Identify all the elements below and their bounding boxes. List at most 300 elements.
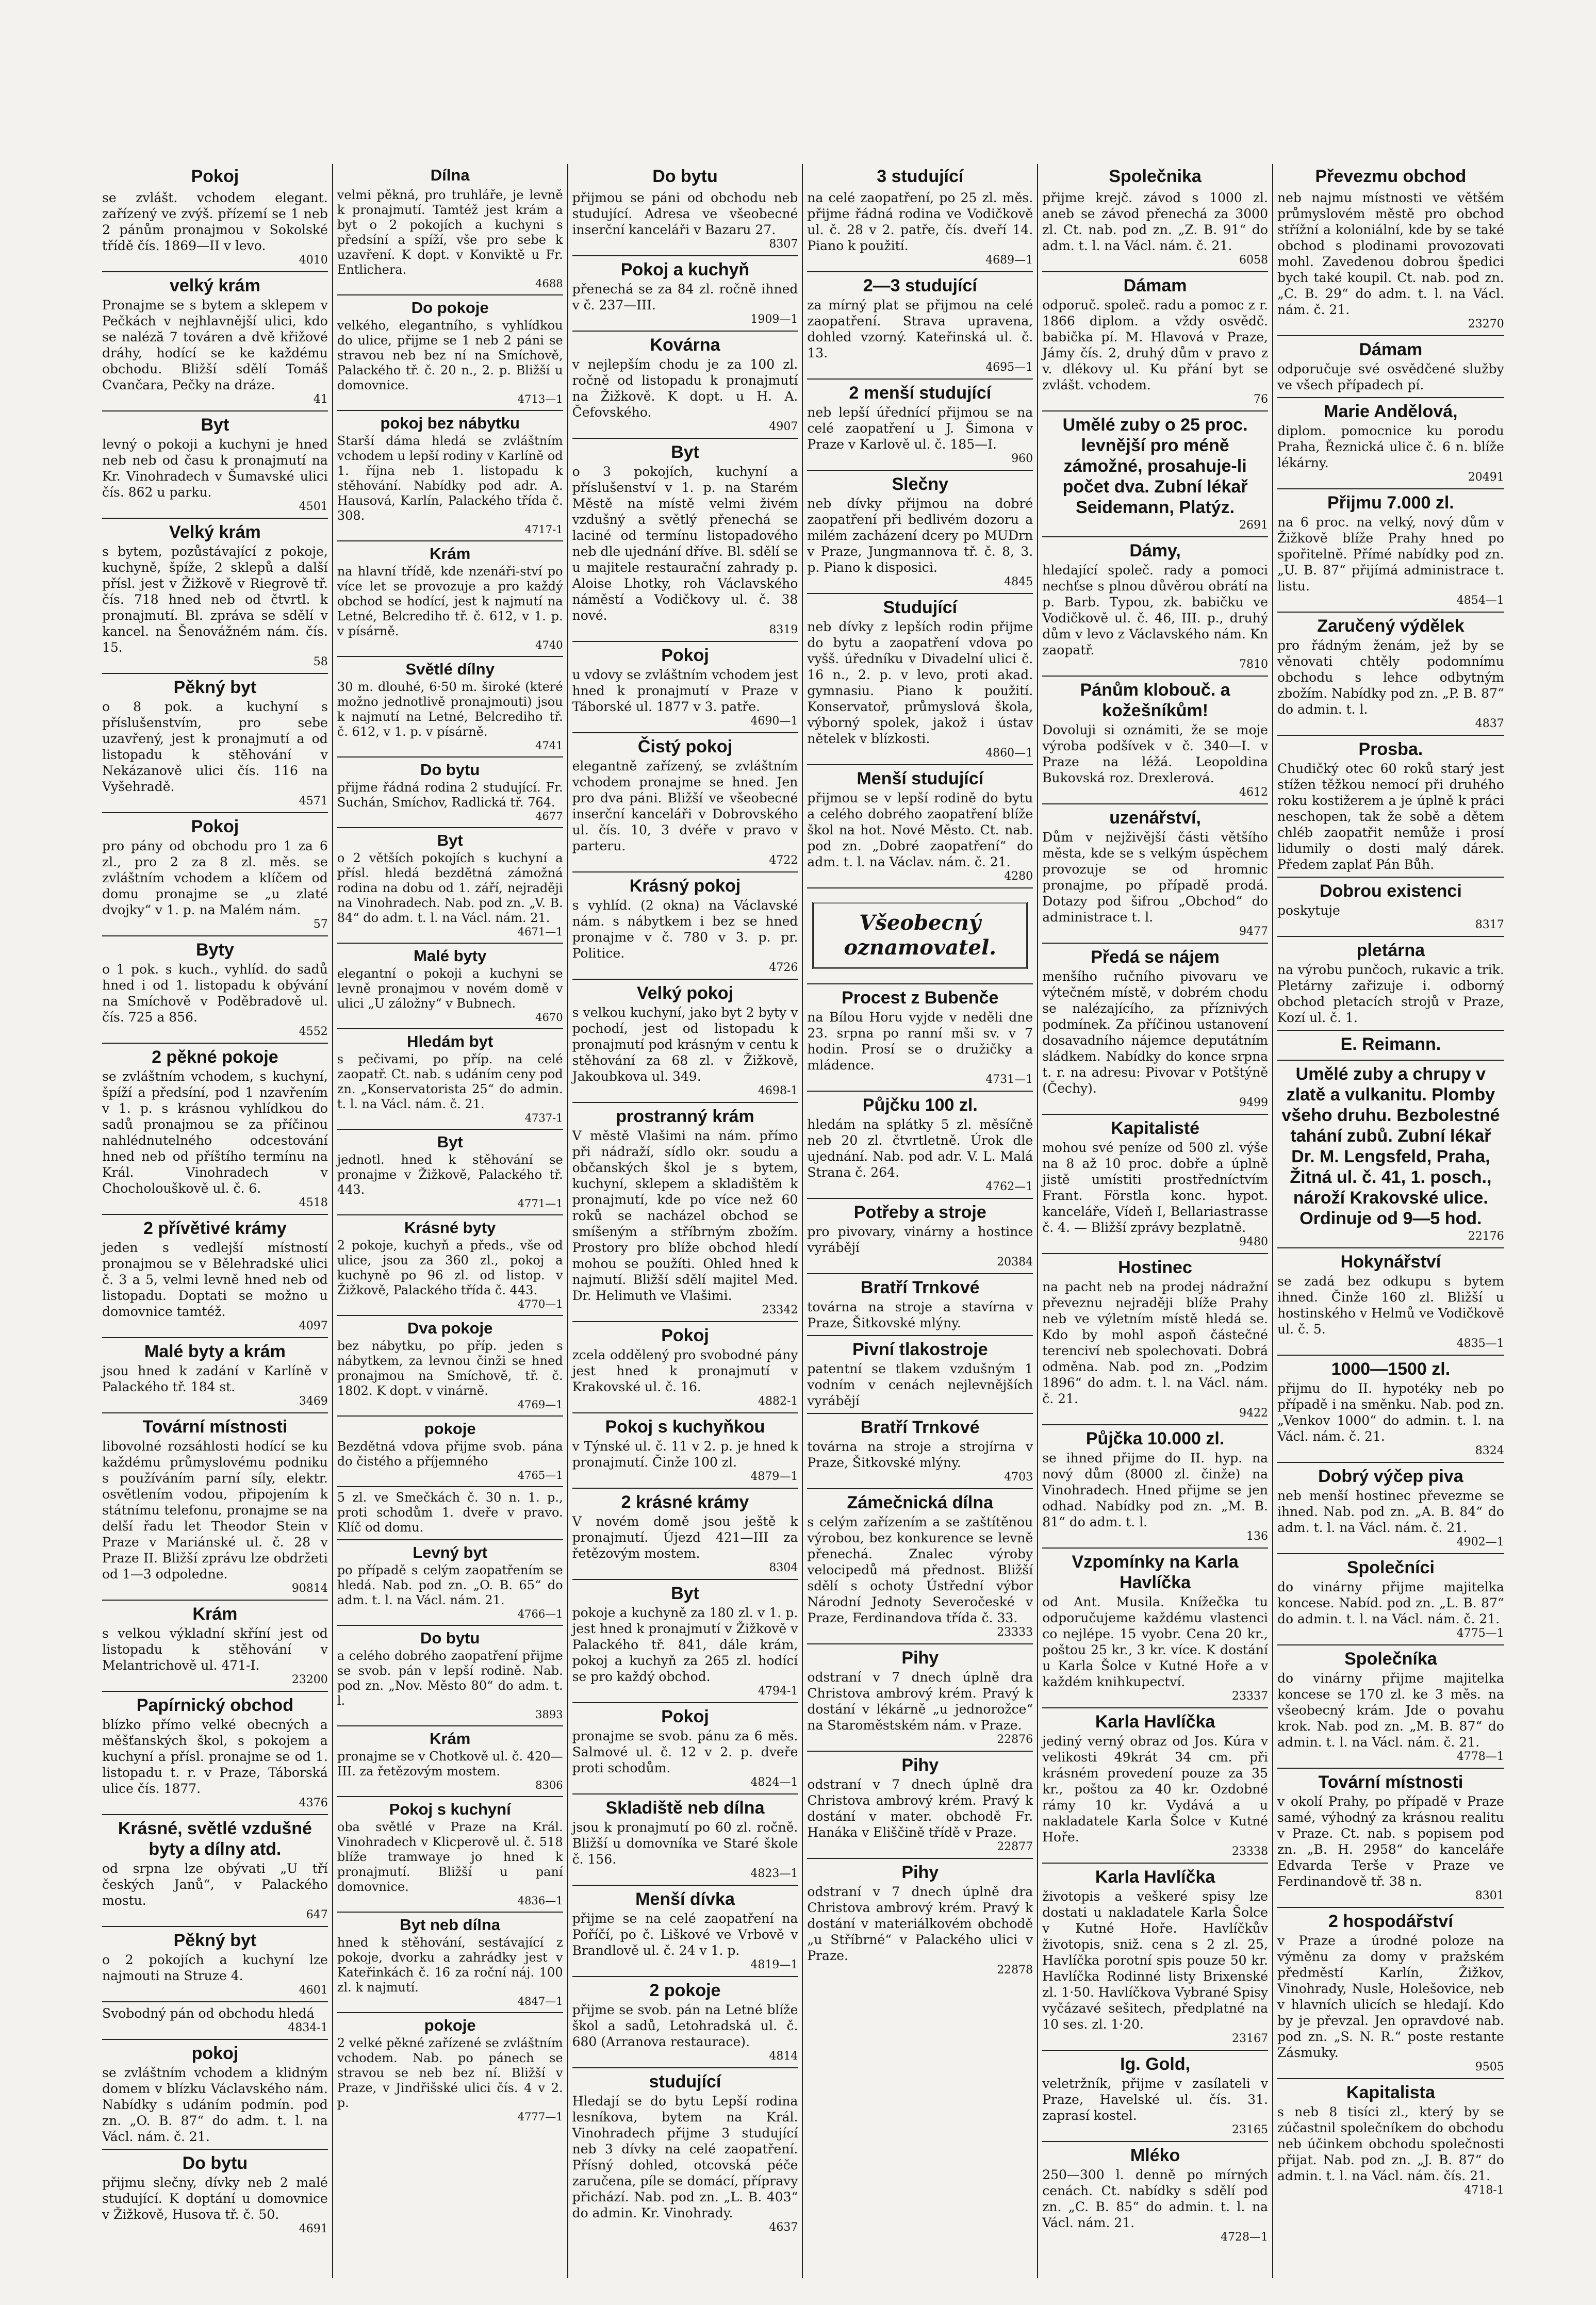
ad-body: Hledají se do bytu Lepší rodina lesníkova, bytem na Král. Vinohradech přijme 3 studující neb 3 dívky na celé zaopatření. Přísný dohled, otcovská péče zaručena, píle se domácí, přípravy přichází. Nab. pod zn. „L. B. 403“ do admin. Kr. Vinohrady. [572, 2094, 798, 2220]
ad-title: Krám [430, 545, 471, 563]
ad-title: Čistý pokoj [637, 737, 733, 756]
column-heading: Společnika [1109, 167, 1202, 186]
classified-ad [807, 471, 1033, 594]
classified-ad [1277, 336, 1504, 398]
classified-ad [1042, 1864, 1268, 2051]
ad-body: jediný verný obraz od Jos. Kúra v velikosti 49krát 34 cm. při krásném provedení pouze za 35 kr., poštou za 40 kr. Ozdobné rámy 10 kr. Vydává a u nakladatele Karla Šolce v Kutné Hoře. [1042, 1734, 1268, 1845]
ad-body: s velkou kuchyní, jako byt 2 byty v pochodí, jest od listopadu k pronajmutí pod krásným v centu k stěhování za 68 zl. v Žižkově, Jakoubkova ul. 349. [572, 1005, 798, 1084]
classified-ad [807, 1414, 1033, 1489]
column-3 [568, 164, 803, 2278]
classified-ad [1042, 1254, 1268, 1425]
ad-title: Do bytu [420, 1629, 480, 1647]
ad-title: Pokoj [661, 646, 709, 665]
classified-ad [1042, 1115, 1268, 1254]
classified-ad [1277, 1554, 1504, 1645]
ad-number: 4737-1 [524, 1112, 563, 1124]
ad-number: 4637 [769, 2221, 798, 2234]
classified-ad [337, 2013, 563, 2128]
ad-body: neb menší hostinec převezme se ihned. Nab. pod zn. „A. B. 84“ do adm. t. l. na Václ. nám. č. 21. [1277, 1488, 1504, 1535]
ad-number: 90814 [291, 1582, 328, 1595]
ad-number: 7810 [1239, 658, 1268, 671]
ad-number: 4769—1 [517, 1398, 563, 1411]
ad-body: pro pány od obchodu pro 1 za 6 zl., pro 2 za 8 zl. měs. se zvláštním vchodem a klíčem od domu pronajme se „u zlaté dvojky“ v 1. p. na Malém nám. [102, 838, 328, 917]
ad-number: 4501 [299, 500, 328, 513]
ad-body: odporučuje své osvědčené služby ve všech případech pí. [1277, 361, 1504, 392]
ad-title: Dobrou existenci [1319, 881, 1462, 901]
classified-ad [102, 187, 328, 272]
ad-body: se zadá bez odkupu s bytem ihned. Činže 160 zl. Bližší u hostinského v Helmů ve Vodičkově ul. č. 5. [1277, 1274, 1504, 1337]
ad-number: 23342 [762, 1304, 798, 1316]
classified-ad [1042, 537, 1268, 677]
ad-body: mohou své peníze od 500 zl. výše na 8 až 10 proc. dobře a úplně jistě umístiti prostředníctvím Frant. Förstla konc. hypot. kanceláře, Vídeň I, Bellariastrasse č. 4. — Bližší zprávy bezplatně. [1042, 1140, 1268, 1235]
ad-number: 4689—1 [985, 254, 1033, 267]
ad-body: Dům v nejživější části většího města, kde se s velkým úspěchem provozuje se od hromnic pronajme, po případě prodá. Dotazy pod šifrou „Obchod“ do administrace t. l. [1042, 830, 1268, 925]
ad-title: Pivní tlakostroje [852, 1340, 988, 1359]
ad-body: o 2 pokojích a kuchyní lze najmouti na Struze 4. [102, 1952, 328, 1983]
ad-body: blízko přímo velké obecných a měšťanských škol, s pokojem a kuchyní a přísl. pronajme se od 1. listopadu t. r. v Praze, Táborská ulice čís. 1877. [102, 1717, 328, 1796]
ad-number: 4836—1 [517, 1895, 563, 1907]
ad-title: Dobrý výčep piva [1318, 1467, 1463, 1486]
classified-ad [572, 2068, 798, 2238]
section-banner: Všeobecný oznamovatel. [812, 902, 1028, 969]
classified-ad [807, 984, 1033, 1092]
classified-ad [572, 1322, 798, 1413]
classified-ad [1277, 398, 1504, 489]
ad-body: neb najmu místnosti ve většém průmyslovém městě pro obchod střížní a koloniální, kde by se také obchod s plodinami provozovati mohl. Zavedenou dobrou špedici bych také koupil. Ct. nab. pod zn. „C. B. 29“ do adm. t. l. na Václ. nám. č. 21. [1277, 190, 1504, 317]
ad-number: 4671—1 [517, 926, 563, 938]
classified-ad [337, 185, 563, 295]
ad-body: diplom. pomocnice ku porodu Praha, Řeznická ulice č. 6 n. blíže lékárny. [1277, 423, 1504, 470]
ad-number: 8301 [1475, 1889, 1504, 1902]
ad-number: 4740 [535, 639, 563, 651]
ad-title: Dámy, [1129, 541, 1181, 561]
classified-ad [337, 1913, 563, 2013]
ad-body: zcela oddělený pro svobodné pány jest hned k pronajmutí v Krakovské ul. č. 16. [572, 1347, 798, 1394]
ad-title: Byt [437, 831, 463, 849]
ad-body: továrna na stroje a stavírna v Praze, Šitkovské mlýny. [807, 1299, 1033, 1330]
ad-body: s bytem, pozůstávající z pokoje, kuchyně, špíže, 2 sklepů a další přísl. jest v Žižkově v Riegrově tř. čís. 718 hned neb od čtvrtl. k pronajmutí. Bl. zpráva se sdělí v kancel. na Šenovážném nám. čís. 15. [102, 544, 328, 655]
ad-body: 5 zl. ve Smečkách č. 30 n. 1. p., proti schodům 1. dveře v pravo. Klíč od domu. [337, 1490, 563, 1535]
ad-body: přenechá se za 84 zl. ročně ihned v č. 237—III. [572, 282, 798, 312]
classified-ad [572, 1103, 798, 1322]
ad-title: Předá se nájem [1091, 947, 1220, 967]
classified-ad [102, 519, 328, 674]
ad-body: elegantní o pokoji a kuchyni se levně pronajmou v novém domě v ulici „U záložny“ v Bubnech. [337, 966, 563, 1011]
ad-number: 76 [1253, 393, 1268, 406]
classified-ad [102, 1815, 328, 1927]
ad-number: 3893 [535, 1708, 563, 1721]
ad-title: Pokoj [191, 817, 239, 836]
ad-title: 2 pokoje [649, 1981, 721, 2000]
ad-number: 4762—1 [985, 1180, 1033, 1193]
ad-body: neb lepší úřednící přijmou se na celé zaopatření u J. Šimona v Praze v Karlově ul. č. 185—I. [807, 405, 1033, 452]
classified-ad [1277, 1645, 1504, 1769]
ad-title: pokoj [191, 2044, 239, 2063]
classified-ad [102, 411, 328, 519]
ad-number: 4670 [535, 1011, 563, 1024]
ad-title: Bratří Trnkové [861, 1418, 980, 1437]
classified-ad [337, 1540, 563, 1626]
ads-list [572, 187, 798, 2238]
ad-number: 4688 [535, 277, 563, 290]
ad-number: 8317 [1475, 918, 1504, 931]
ad-body: na 6 proc. na velký, nový dům v Žižkově blíže Prahy hned po spořitelně. Přímé nabídky pod zn. „U. B. 87“ přijímá administrace t. listu. [1277, 515, 1504, 594]
ad-body: do vinárny přijme majitelka koncese se 170 zl. ke 3 měs. na všeobecný krám. Jde o povahu krok. Nab. pod zn. „M. B. 87“ do admin. t. l. na Václ. nám. č. 21. [1277, 1671, 1504, 1750]
column-heading: Do bytu [652, 167, 718, 186]
classified-ad [572, 1489, 798, 1580]
ad-body: na Bílou Horu vyjde v neděli dne 23. srpna po ranní mši sv. v 7 hodin. Prosí se o družičky a mládence. [807, 1010, 1033, 1073]
ad-body: pro řádným ženám, jež by se věnovati chtěly podomnímu obchodu s lehce odbytným zbožím. Nabídky pod zn. „P. B. 87“ do admin. t. l. [1277, 638, 1504, 717]
ad-number: 4823—1 [750, 1867, 798, 1880]
ad-body: v Týnské ul. č. 11 v 2. p. je hned k pronajmutí. Činže 100 zl. [572, 1439, 798, 1470]
ad-number: 4835—1 [1456, 1337, 1504, 1350]
columns-container [98, 164, 1508, 2278]
ad-number: 4571 [299, 795, 328, 808]
ad-body: odstraní v 7 dnech úplně dra Christova ambrový krém. Pravý k dostání v materiálkovém obchodě „u Stříbrné“ v Palackého ulici v Praze. [807, 1884, 1033, 1963]
ad-body: s velkou výkladní skříní jest od listopadu k stěhování v Melantrichově ul. 471-I. [102, 1626, 328, 1673]
ad-title: Mléko [1130, 2146, 1180, 2165]
ad-body: do vinárny přijme majitelka koncese. Nabíd. pod zn. „L. B. 87“ do admin. t. l. na Václ. nám. č. 21. [1277, 1579, 1504, 1626]
ad-title: Byt [671, 442, 699, 462]
classified-ad [337, 1797, 563, 1913]
ad-title: Zaručený výdělek [1317, 616, 1465, 636]
classified-ad [337, 944, 563, 1029]
ad-number: 23337 [1231, 1690, 1268, 1703]
ad-number: 4847—1 [517, 1995, 563, 2007]
classified-ad [102, 1692, 328, 1815]
column-5 [1038, 164, 1273, 2278]
ad-title: Karla Havlíčka [1095, 1867, 1215, 1887]
classified-ad [102, 2040, 328, 2150]
ad-title: Velký krám [169, 522, 261, 542]
ad-title: pletárna [1356, 941, 1425, 960]
classified-ad [572, 256, 798, 332]
ad-number: 4731—1 [985, 1073, 1033, 1086]
ad-number: 4765—1 [517, 1469, 563, 1481]
ad-title: Dva pokoje [407, 1319, 493, 1337]
classified-ad [337, 1130, 563, 1215]
classified-ad [1277, 1031, 1504, 1061]
ad-title: Přijmu 7.000 zl. [1327, 493, 1454, 513]
classified-ad [1042, 2142, 1268, 2248]
ad-body: V městě Vlašimi na nám. přímo při nádraží, sídlo okr. soudu a občanských škol je s bytem, kuchyní, sklepem a skladištěm k pronajmutí, kde po více než 60 roků se nacházel obchod se smíšeným a stříbrným zbožím. Prostory pro blíže obchod hledí mohou se použíti. Ohled hned k najmutí. Bližší sdělí majitel Med. Dr. Helimuth ve Vlašimi. [572, 1128, 798, 1303]
ad-title: Byt [201, 415, 229, 435]
ad-body: přijmu do II. hypotéky neb po případě i na směnku. Nab. pod zn. „Venkov 1000“ do admin. t. l. na Václ. nám. č. 21. [1277, 1381, 1504, 1444]
ad-title: Byt [437, 1133, 463, 1151]
ad-number: 4690—1 [750, 715, 798, 728]
ad-body: jeden s vedlejší místností pronajmou se v Bělehradské ulici č. 3 a 5, velmi levně hned neb od listopadu. Doptati se možno u domovnice tamtéž. [102, 1240, 328, 1319]
ad-number: 4097 [299, 1320, 328, 1332]
classified-ad [102, 2002, 328, 2040]
ad-body: patentní se tlakem vzdušným 1 vodním v cenách nejlevnějších vyrábějí [807, 1361, 1033, 1408]
ad-number: 9480 [1239, 1236, 1268, 1248]
column-heading: 3 studující [877, 167, 964, 186]
classified-ad [1277, 937, 1504, 1031]
ad-body: u vdovy se zvláštním vchodem jest hned k pronajmutí v Praze v Táborské ul. 1877 v 3. patře. [572, 667, 798, 714]
ad-body: s pečivami, po příp. na celé zaopatř. Ct. nab. s udáním ceny pod zn. „Konservatorista 25“ do admin. t. l. na Václ. nám. č. 21. [337, 1052, 563, 1111]
ad-body: v Praze a úrodné poloze na výměnu za domy v pražském předměstí Karlín, Žižkov, Vinohrady, Nusle, Holešovice, neb v hlavních ulicích se hledají. Kdo by je převzal. Jen opravdové nab. pod zn. „S. N. R.“ poste restante Zásmuky. [1277, 1933, 1504, 2060]
classified-ad [572, 1977, 798, 2068]
ad-body: V novém domě jsou ještě k pronajmutí. Újezd 421—III za řetězovým mostem. [572, 1514, 798, 1561]
ad-title: Pihy [901, 1755, 939, 1775]
ad-body: neb dívky z lepších rodin přijme do bytu a zaopatření vdova po vyšš. úředníku v Divadelní ulici č. 16 n., 2. p. v levo, proti akad. gymnasiu. Piano k použití. Konservatoř, průmyslová škola, výborný spolek, jakož i ústav nětelek v blízkosti. [807, 619, 1033, 746]
ad-title: uzenářství, [1109, 808, 1201, 828]
ad-title: Tovární místnosti [142, 1417, 288, 1437]
ad-body: menšího ručního pivovaru ve výtečném místě, v dobrém chodu se nalézajícího, za příznivých podmínek. Za příčinou ustanovení dosavadního nájemce deputátním sládkem. Nabídky do konce srpna t. r. na adresu: Pivovar v Potštýně (Čechy). [1042, 969, 1268, 1096]
ad-title: Pihy [901, 1863, 939, 1882]
ad-body: přijme řádná rodina 2 studující. Fr. Suchán, Smíchov, Radlická tř. 764. [337, 780, 563, 810]
classified-ad [807, 1092, 1033, 1199]
ad-body: jsou hned k zadání v Karlíně v Palackého tř. 184 st. [102, 1363, 328, 1394]
classified-ad [1042, 1708, 1268, 1864]
ad-title: Velký pokoj [636, 983, 734, 1003]
classified-ad [807, 1336, 1033, 1414]
column-4 [803, 164, 1038, 2278]
ad-title: Menší dívka [635, 1889, 735, 1909]
classified-ad [807, 1859, 1033, 1981]
ad-title: pokoje [424, 1420, 476, 1438]
ad-title: 2 přívětivé krámy [143, 1219, 287, 1238]
classified-ad [807, 272, 1033, 380]
classified-ad [807, 187, 1033, 272]
ad-title: Krám [430, 1730, 471, 1748]
classified-ad [572, 1886, 798, 1977]
ad-title: Společníka [1344, 1649, 1437, 1669]
ad-title: 2—3 studující [863, 276, 977, 295]
classified-ad [337, 1417, 563, 1487]
ad-body: odstraní v 7 dnech úplně dra Christova ambrový krém. Pravý k dostání v mater. obchodě Fr. Hanáka v Eliščině třídě v Praze. [807, 1777, 1033, 1840]
classified-ad [1042, 2051, 1268, 2142]
ad-number: 4728—1 [1220, 2231, 1268, 2244]
ad-number: 4771—1 [517, 1197, 563, 1210]
ad-body: o 1 pok. s kuch., vyhlíd. do sadů hned i od 1. listopadu k obývání na Smíchově v Poděbradově ul. čís. 725 a 856. [102, 962, 328, 1025]
ad-body: od srpna lze obývati „U tří českých Janů“, v Palackého mostu. [102, 1861, 328, 1908]
ad-title: 2 hospodářství [1328, 1912, 1453, 1931]
ad-title: Potřeby a stroje [853, 1203, 986, 1222]
ad-title: Bratří Trnkové [861, 1278, 980, 1297]
classified-ad [572, 1703, 798, 1794]
ad-number: 20384 [997, 1256, 1033, 1269]
ad-title: Tovární místnosti [1318, 1772, 1463, 1792]
ad-title: Dámam [1123, 276, 1187, 295]
classified-ad [1277, 1769, 1504, 1908]
ad-title: Ig. Gold, [1120, 2054, 1191, 2074]
ad-number: 58 [313, 655, 328, 668]
classified-ad [1042, 1549, 1268, 1708]
ad-body: po případě s celým zaopatřením se hledá. Nab. pod zn. „O. B. 65“ do adm. t. l. na Václ. nám. 21. [337, 1563, 563, 1607]
ad-title: Karla Havlíčka [1095, 1712, 1215, 1732]
ad-body: továrna na stroje a strojírna v Praze, Šitkovské mlýny. [807, 1439, 1033, 1470]
classified-ad [1277, 1356, 1504, 1463]
ad-body: Chudičký otec 60 roků starý jest stížen těžkou nemocí při druhého roku kostižerem a je úplně k práci neschopen, tak že sobě a dětem chléb zaopatřit nemůže i prosí lidumily o dosti malý dárek. Předem zaplať Pán Bůh. [1277, 761, 1504, 872]
ad-body: přijmou se v lepší rodině do bytu a celého dobrého zaopatření blíže škol na hot. Nové Město. Ct. nab. pod zn. „Dobré zaopatření“ do adm. t. l. na Václav. nám. č. 21. [807, 791, 1033, 869]
classified-ad [102, 1927, 328, 2002]
ad-number: 9477 [1239, 925, 1268, 938]
ad-body: s vyhlíd. (2 okna) na Václavské nám. s nábytkem i bez se hned pronajme v č. 780 v 3. p. pr. Politice. [572, 898, 798, 961]
ad-number: 20491 [1468, 471, 1504, 484]
ad-title: Půjčka 10.000 zl. [1085, 1429, 1225, 1448]
ad-title: Umělé zuby a chrupy v zlatě a vulkanitu. Plomby všeho druhu. Bezbolestné tahání zubů. Zubní lékař Dr. M. Lengsfeld, Praha, Žitná ul. č. 41, 1. posch., nároží Krakovské ulice. Ordinuje od 9—5 hod. [1281, 1064, 1500, 1228]
ad-number: 23270 [1468, 318, 1504, 331]
ad-number: 22878 [997, 1964, 1033, 1977]
ad-body: jsou k pronajmutí po 60 zl. ročně. Bližší u domovníka ve Staré škole č. 156. [572, 1820, 798, 1867]
ad-number: 4766—1 [517, 1608, 563, 1620]
ad-number: 4703 [1004, 1471, 1033, 1484]
ad-body: se ihned přijme do II. hyp. na nový dům (8000 zl. činže) na Vinohradech. Hned přijme se jen odhad. Nabídky pod zn. „M. B. 81“ do adm. t. l. [1042, 1451, 1268, 1529]
ad-title: Hokynářství [1340, 1252, 1441, 1272]
classified-ad [807, 380, 1033, 471]
ad-body: pronajme se v Chotkově ul. č. 420—III. za řetězovým mostem. [337, 1749, 563, 1779]
classified-ad [807, 888, 1033, 984]
ad-body: pro pivovary, vinárny a hostince vyrábějí [807, 1224, 1033, 1255]
ad-number: 23338 [1231, 1845, 1268, 1858]
ad-title: Slečny [892, 474, 949, 494]
classified-ad [102, 2150, 328, 2240]
ad-title: 2 pěkné pokoje [152, 1047, 278, 1067]
ad-body: se zvláštním vchodem, s kuchyní, špíží a předsíní, pod 1 nzavřením v 1. p. s krásnou vyhlídkou do sadů pronajmou se za příčinou nahlédnutelného odcestování hned neb od příštího termínu na Král. Vinohradech v Chocholouškově ul. č. 6. [102, 1069, 328, 1196]
classified-ad [337, 295, 563, 411]
ad-number: 23200 [291, 1673, 328, 1686]
ad-number: 6058 [1239, 254, 1268, 267]
classified-ad [102, 1044, 328, 1215]
ad-title: Byty [196, 940, 234, 960]
classified-ad [102, 813, 328, 936]
ad-body: se zvláštním vchodem a klidným domem v blízku Václavského nám. Nabídky s udáním podmín. pod zn. „O. B. 87“ do adm. t. l. na Václ. nám. č. 21. [102, 2065, 328, 2144]
ad-body: pokoje a kuchyně za 180 zl. v 1. p. jest hned k pronajmutí v Žižkově v Palackého tř. 841, dále krám, pokoj a kuchyň za 265 zl. hodící se pro každý obchod. [572, 1605, 798, 1684]
ad-title: Kapitalista [1346, 2083, 1435, 2102]
ad-body: odstraní v 7 dnech úplně dra Christova ambrový krém. Pravý k dostání v lékárně „u jednorožce“ na Staroměstském nám. v Praze. [807, 1670, 1033, 1733]
ad-body: elegantně zařízený, se zvláštním vchodem pronajme se hned. Jen pro dva páni. Bližší ve všeobecné inserční kanceláři v Dobrovského ul. čís. 10, 3 dvéře v pravo v parteru. [572, 759, 798, 853]
classified-ad [337, 1487, 563, 1540]
ad-number: 4695—1 [985, 361, 1033, 374]
ad-number: 22877 [997, 1840, 1033, 1853]
classified-ad [337, 758, 563, 828]
ad-title: Menší studující [857, 769, 984, 788]
ad-number: 22876 [997, 1733, 1033, 1746]
ad-title: Krásné byty [404, 1219, 496, 1237]
ad-number: 2691 [1239, 519, 1268, 532]
ad-body: za mírný plat se přijmou na celé zaopatření. Strava upravena, dohled vzorný. Kateřinská ul. č. 13. [807, 298, 1033, 360]
ad-body: hledám na splátky 5 zl. měsíčně neb 20 zl. čtvrtletně. Úrok dle ujednání. Nab. pod adr. V. L. Malá Strana č. 264. [807, 1117, 1033, 1180]
classified-ad [807, 1752, 1033, 1859]
ad-title: Půjčku 100 zl. [862, 1095, 978, 1115]
ad-body: hledající společ. rady a pomoci nechťse s plnou důvěrou obrátí na p. Barb. Typou, zk. babičku ve Vodičkově ul. č. 46, III. p., druhý dům v levo z Václavského nám. Kn zaopatř. [1042, 563, 1268, 657]
classified-ad [1042, 272, 1268, 411]
ad-number: 8306 [535, 1779, 563, 1791]
ad-number: 4837 [1475, 717, 1504, 730]
ad-number: 4770—1 [517, 1298, 563, 1310]
ad-number: 4902—1 [1456, 1536, 1504, 1549]
ad-title: Pokoj [661, 1707, 709, 1726]
ad-title: Světlé dílny [405, 660, 495, 678]
classified-ad [1277, 1061, 1504, 1248]
ad-body: o 3 pokojích, kuchyní a příslušenství v 1. p. na Starém Městě na místě velmi živém vzdušný a světlý přenechá se laciné od termínu listopadového neb dle ujednání dříve. Bl. sdělí se u majitele restaurační zahrady p. Aloise Lhotky, roh Václavského náměstí a Vodičkovy ul. č. 38 nové. [572, 464, 798, 623]
classified-ad [337, 1029, 563, 1130]
classified-ad [1277, 1908, 1504, 2079]
ad-title: Pokoj s kuchyní [389, 1800, 511, 1818]
ad-body: 2 pokoje, kuchyň a předs., vše od ulice, jsou za 360 zl., pokoj a kuchyně po 96 zl. od listop. v Žižkově, Palackého třída č. 443. [337, 1238, 563, 1297]
classified-ad [1277, 187, 1504, 336]
ad-body: 250—300 l. denně po mírných cenách. Ct. nabídky s sdělí pod zn. „C. B. 85“ do admin. t. l. na Václ. nám. 21. [1042, 2167, 1268, 2230]
ad-title: velký krám [169, 276, 260, 295]
classified-ad [572, 642, 798, 733]
ad-title: Marie Andělová, [1324, 402, 1458, 421]
ad-number: 4879—1 [750, 1470, 798, 1483]
ad-body: levný o pokoji a kuchyni je hned neb neb od času k pronajmutí na Kr. Vinohradech v Šumavské ulici čís. 862 u parku. [102, 437, 328, 500]
ad-title: Studující [883, 598, 958, 617]
ad-number: 1909—1 [750, 313, 798, 326]
classified-ad [337, 1215, 563, 1316]
ad-title: Papírnický obchod [136, 1695, 293, 1715]
ad-number: 4794-1 [758, 1685, 798, 1698]
ad-title: Byt neb dílna [400, 1916, 501, 1934]
classified-ad [102, 1338, 328, 1413]
ad-body: oba světlé v Praze na Král. Vinohradech v Klicperově ul. č. 518 blíže tramwaye jo hned k pronajmutí. Bližší u paní domovnice. [337, 1820, 563, 1894]
ad-title: E. Reimann. [1340, 1034, 1441, 1054]
ad-body: jednotl. hned k stěhování se pronajme v Žižkově, Palackého tř. 443. [337, 1152, 563, 1197]
classified-ad [1042, 804, 1268, 944]
ad-body: přijme krejč. závod s 1000 zl. aneb se závod přenechá za 3000 zl. Ct. nab. pod zn. „Z. B. 91“ do adm. t. l. na Václ. nám. č. 21. [1042, 190, 1268, 253]
classified-ad [102, 272, 328, 411]
classified-ad [337, 828, 563, 944]
classified-ad [102, 674, 328, 813]
ad-number: 4691 [299, 2222, 328, 2235]
ad-title: Do bytu [182, 2153, 248, 2173]
ad-title: pokoje [424, 2016, 476, 2034]
classified-ad [337, 541, 563, 657]
ad-title: Vzpomínky na Karla Havlíčka [1072, 1552, 1239, 1592]
ad-body: přijmou se páni od obchodu neb studující. Adresa ve všeobecné inserční kanceláři v Bazaru 27. [572, 190, 798, 237]
ad-number: 9499 [1239, 1096, 1268, 1109]
ad-title: Skladiště neb dílna [605, 1798, 765, 1818]
ad-number: 57 [313, 918, 328, 931]
ad-number: 4718-1 [1464, 2184, 1504, 2197]
ad-body: přijmu slečny, dívky neb 2 malé studující. K doptání u domovnice v Žižkově, Husova tř. č. 50. [102, 2175, 328, 2222]
ad-body: bez nábytku, po příp. jeden s nábytkem, za levnou činži se hned pronajmou na Smíchově, tř. č. 1802. K dopt. v vinárně. [337, 1339, 563, 1398]
ad-number: 8324 [1475, 1444, 1504, 1457]
column-heading: Převezmu obchod [1315, 167, 1467, 186]
ad-number: 4860—1 [985, 747, 1033, 760]
classified-ad [572, 439, 798, 642]
ad-title: Pokoj s kuchyňkou [605, 1417, 765, 1437]
ad-number: 4722 [769, 854, 798, 867]
ad-title: Dámam [1359, 340, 1423, 359]
ad-title: Levný byt [413, 1543, 488, 1561]
ad-number: 4376 [299, 1797, 328, 1809]
ad-number: 23165 [1231, 2123, 1268, 2136]
ad-title: 2 krásné krámy [621, 1492, 749, 1512]
ad-body: životopis a veškeré spisy lze dostati u nakladatele Karla Šolce v Kutné Hoře. Havlíčkův životopis, sniž. cena s 2 zl. 25, Havlíčka porotní spis pouze 50 kr. Havlíčka Rodinné listy Brixenské zl. 1·50. Havlíčkova Vybrané Spisy vyčázavé sešitech, předplatné na 10 ses. zl. 1·20. [1042, 1889, 1268, 2032]
ad-title: pokoj bez nábytku [380, 414, 520, 432]
ad-number: 23167 [1231, 2032, 1268, 2045]
ad-number: 22176 [1468, 1230, 1504, 1243]
ad-body: veletržník, přijme v zasílateli v Praze, Havelské ul. čís. 31. zaprasí kostel. [1042, 2076, 1268, 2123]
ad-title: Pěkný byt [173, 1931, 257, 1950]
ad-number: 4775—1 [1456, 1627, 1504, 1640]
classified-ad [1042, 187, 1268, 272]
classified-ad [1277, 1463, 1504, 1554]
ad-number: 4741 [535, 739, 563, 752]
classified-ad [572, 872, 798, 980]
column-2 [333, 164, 568, 2278]
classified-ad [572, 733, 798, 872]
classified-ad [1277, 489, 1504, 613]
classified-ad [572, 1794, 798, 1886]
ad-title: studující [649, 2072, 721, 2092]
ad-body: velmi pěkná, pro truhláře, je levně k pronajmutí. Tamtéž jest krám a byt o 2 pokojích a kuchyni s předsíní a spíží, vše pro sebe k uzavření. K dopt. v Konviktě u Fr. Entlichera. [337, 188, 563, 277]
ad-number: 4612 [1239, 786, 1268, 799]
ad-body: o 2 větších pokojích s kuchyní a přísl. hledá bezdětná zámožná rodina na dobu od 1. září, nejraději na Vinohradech. Nab. pod zn. „V. B. 84“ do adm. t. l. na Václ. nám. 21. [337, 851, 563, 925]
